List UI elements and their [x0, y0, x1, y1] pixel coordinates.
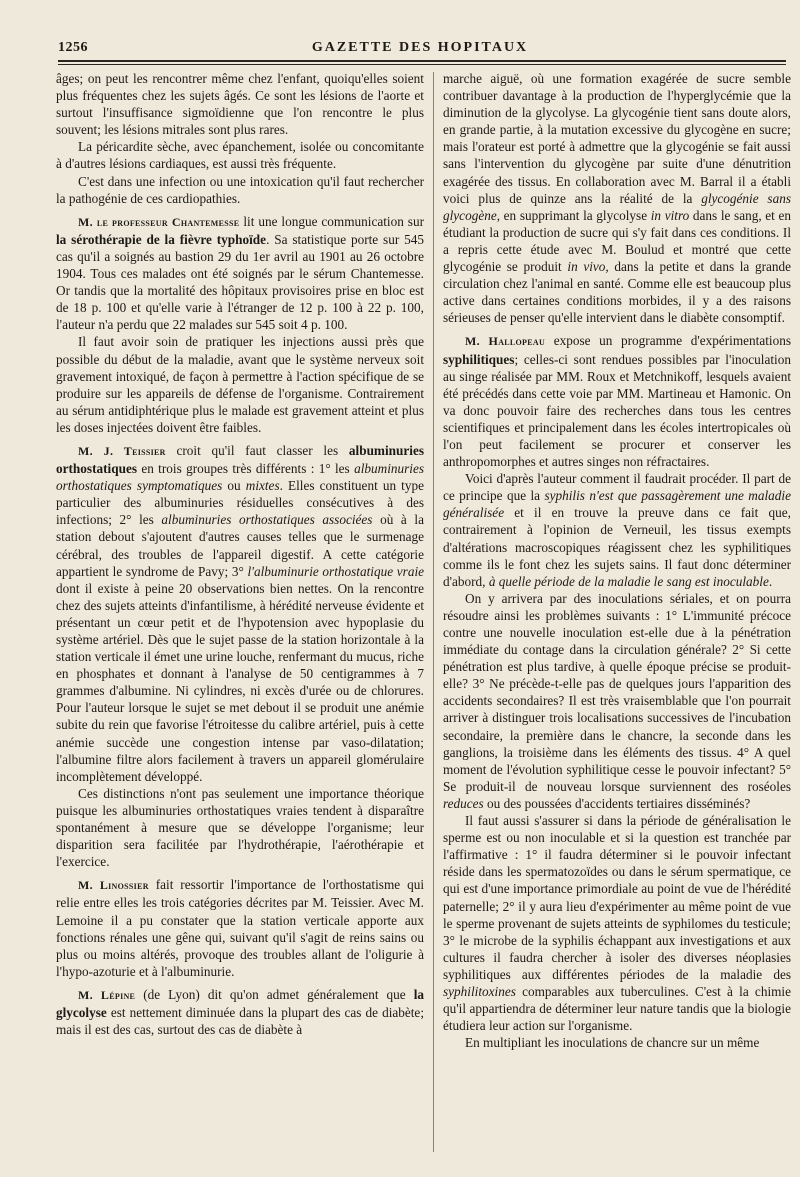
speaker-name: M. J. Teissier: [78, 443, 166, 458]
left-column: [56, 70, 424, 1038]
paragraph: En multipliant les inoculations de chancre sur un même: [465, 1035, 760, 1051]
right-column: [443, 70, 791, 1051]
paragraph-linossier: M. Linossier fait ressortir l'importance de l'orthostatisme qui relie entre elles les trois catégories décrites par M. Teissier. Avec M. Lemoine il a pu constater que la station verticale apporte aux fonctions rénales une gêne qui, suivant qu'il s'agit de reins sains ou plus ou moins altérés, provoque des troubles allant de l'oligurie à l'hypo-azoturie et à l'albuminurie.: [56, 877, 424, 979]
topic-bold: syphilitiques: [443, 351, 515, 367]
column-divider: [433, 72, 434, 1152]
paragraph: âges; on peut les rencontrer même chez l'enfant, quoiqu'elles soient plus fréquentes chez les sujets âgés. Ce sont les lésions de l'aorte et surtout l'insuffisance sigmoïdienne que l'on rencontre le plus souvent; les lésions mitrales sont plus rares.: [56, 71, 424, 138]
topic-bold: la sérothérapie de la fièvre typhoïde: [56, 231, 267, 247]
paragraph: marche aiguë, où une formation exagérée de sucre semble contribuer davantage à la production de l'hyperglycémie que la diminution de la glycolyse. La glycogénie tient sans doute alors, en grande partie, à la mutation excessive du glycogène en sucre; mais l'orateur est porté à admettre que la glycogénie se fait aussi sans l'intervention du glycogène par suite d'une dénutrition exagérée des tissus. En collaboration avec M. Barral il a établi voici plus de quinze ans la réalité de la glycogénie sans glycogène, en supprimant la glycolyse in vitro dans le sang, et en étudiant la production de sucre qui s'y fait dans ces conditions. Il a repris cette étude avec M. Boulud et montré que cette glycogénie se produit in vivo, dans la petite et dans la grande circulation chez l'animal en santé. Comme elle est beaucoup plus active dans certaines conditions morbides, il y a des raisons sérieuses de penser qu'elle intervient dans le diabète consomptif.: [443, 71, 792, 326]
speaker-name: M. Hallopeau: [465, 334, 546, 349]
paragraph-lepine: M. Lépine (de Lyon) dit qu'on admet généralement que la glycolyse est nettement diminuée dans la plupart des cas de diabète; mais il est des cas, surtout des cas de diabète à: [56, 986, 425, 1038]
speaker-name: M. Lépine: [78, 987, 136, 1002]
paragraph-chantemesse: M. le professeur Chantemesse lit une longue communication sur la sérothérapie de la fièvre typhoïde. Sa statistique porte sur 545 cas qu'il a soignés au bastion 29 du 1er avril au 1901 au 26 octobre 1904. Tous ces malades ont été soignés par le sérum Chantemesse. Or tandis que la mortalité des hôpitaux provisoires prise en bloc est de 18 p. 100 et qu'elle varie à l'étranger de 12 p. 100 à 22 p. 100, l'auteur n'a perdu que 22 malades sur 545 soit 4 p. 100.: [56, 213, 424, 333]
topic-bold: albuminuries orthostatiques: [56, 442, 424, 477]
paragraph-hallopeau: M. Hallopeau expose un programme d'expérimentations syphilitiques; celles-ci sont rendues possibles par l'inoculation au singe réalisée par MM. Roux et Metchnikoff, lesquels avaient été précédés dans cette voie par MM. Martineau et Hamonic. On va donc pouvoir faire des recherches dans tous les centres scientifiques et principalement dans les écoles intertropicales où l'on peut facilement se procurer et conserver les anthropomorphes et autres singes non réfractaires.: [443, 333, 791, 470]
header-rule-thick: [58, 60, 786, 62]
page-number: 1256: [58, 40, 88, 55]
paragraph: C'est dans une infection ou une intoxication qu'il faut rechercher la pathogénie de ces cardiopathies.: [56, 173, 424, 206]
paragraph-teissier: M. J. Teissier croit qu'il faut classer les albuminuries orthostatiques en trois groupes très différents : 1° les albuminuries orthostatiques symptomatiques ou mixtes. Elles constituent un type particulier des albuminuries résiduelles consécutives à des infections; 2° les albuminuries orthostatiques associées où à la station debout s'ajoutent d'autres causes telles que le surmenage cérébral, des troubles de l'appareil digestif. A cette catégorie appartient le syndrome de Pavy; 3° l'albuminurie orthostatique vraie dont il existe à peine 20 observations bien nettes. On la rencontre chez des sujets atteints d'infantilisme, à hérédité nerveuse évidente et présentant un cœur petit et de l'hypotension avec hypoplasie du système artériel. Dès que le sujet passe de la station horizontale à la station verticale il émet une urine louche, renfermant du mucus, riche en phosphates et donnant à l'analyse de 50 centigrammes à 7 grammes d'albumine. Ni cylindres, ni excès d'urée ou de chlorures. Pour l'auteur lorsque le sujet se met debout il se produit une anémie subite du rein que favorise l'étroitesse du calibre artériel, puis à cette anémie succède une congestion intense par vaso-dilatation; l'albumine filtre alors facilement à travers un appareil glomérulaire incomplètement développé.: [56, 442, 425, 784]
page-header: [58, 40, 782, 62]
header-rule-thin: [58, 64, 786, 65]
paragraph: Il faut avoir soin de pratiquer les injections aussi près que possible du début de la maladie, avant que le système nerveux soit gravement intoxiqué, de façon à permettre à l'action spécifique de se produire sur les appareils de défense de l'organisme. Contrairement au sérum antidiphtérique plus le malade est gravement atteint et plus les doses injectées doivent être faibles.: [56, 334, 424, 435]
paragraph: On y arrivera par des inoculations sériales, et on pourra résoudre ainsi les problèmes suivants : 1° L'immunité précoce contre une nouvelle inoculation est-elle due à la pénétration immédiate du contage dans la circulation générale? 2° Si cette pénétration est plus tardive, à quelle époque précise se produit-elle? 3° Ne précède-t-elle pas de quelques jours l'apparition des accidents secondaires? Il est très vraisemblable que l'on pourrait arriver à distinguer trois localisations successives de l'incubation secondaire, la première dans le chancre, la seconde dans les ganglions, la troisième dans les éléments des tissus. 4° A quel moment de l'évolution syphilitique cesse le pouvoir infectant? 5° Se produit-il de nouveau lorsque surviennent des roséoles reduces ou des poussées d'accidents tertiaires disséminés?: [443, 590, 791, 811]
paragraph: Il faut aussi s'assurer si dans la période de généralisation le sperme est ou non inoculable et si la question est tranchée par l'affirmative : 1° il faudra déterminer si le pouvoir infectant réside dans les spermatozoïdes ou dans le sérum spermatique, ce qui est d'une importance primordiale au point de vue de l'hérédité paternelle; 2° il y aura lieu d'expérimenter au même point de vue le sperme provenant de sujets atteints de syphilomes du testicule; 3° le microbe de la syphilis échappant aux investigations et aux cultures il faudra chercher à isoler des diverses néoplasies syphilitiques aux différentes périodes de la maladie des syphilitoxines comparables aux tuberculines. C'est à la chimie qu'il appartiendra de déterminer leur nature tandis que la biologie étudiera leur action sur l'organisme.: [443, 813, 791, 1034]
topic-bold: la glycolyse: [56, 986, 425, 1020]
speaker-name: M. le professeur Chantemesse: [78, 214, 240, 229]
speaker-name: M. Linossier: [78, 878, 149, 893]
paragraph: Voici d'après l'auteur comment il faudrait procéder. Il part de ce principe que la syphilis n'est que passagèrement une maladie généralisée et il en trouve la preuve dans ce fait que, contrairement à l'opinion de Verneuil, les tissus exempts d'altérations macroscopiques réagissent chez les syphilitiques comme ils le font chez les sujets sains. Il faut donc déterminer d'abord, à quelle période de la maladie le sang est inoculable.: [443, 471, 791, 589]
paragraph: Ces distinctions n'ont pas seulement une importance théorique puisque les albuminuries orthostatiques vraies tendent à disparaître spontanément à mesure que se développe l'organisme; leur disparition sera facilitée par l'hydrothérapie, l'aérothérapie et l'exercice.: [56, 785, 424, 870]
paragraph: La péricardite sèche, avec épanchement, isolée ou concomitante à d'autres lésions cardiaques, est aussi très fréquente.: [56, 139, 424, 172]
journal-title: GAZETTE DES HOPITAUX: [311, 40, 529, 55]
